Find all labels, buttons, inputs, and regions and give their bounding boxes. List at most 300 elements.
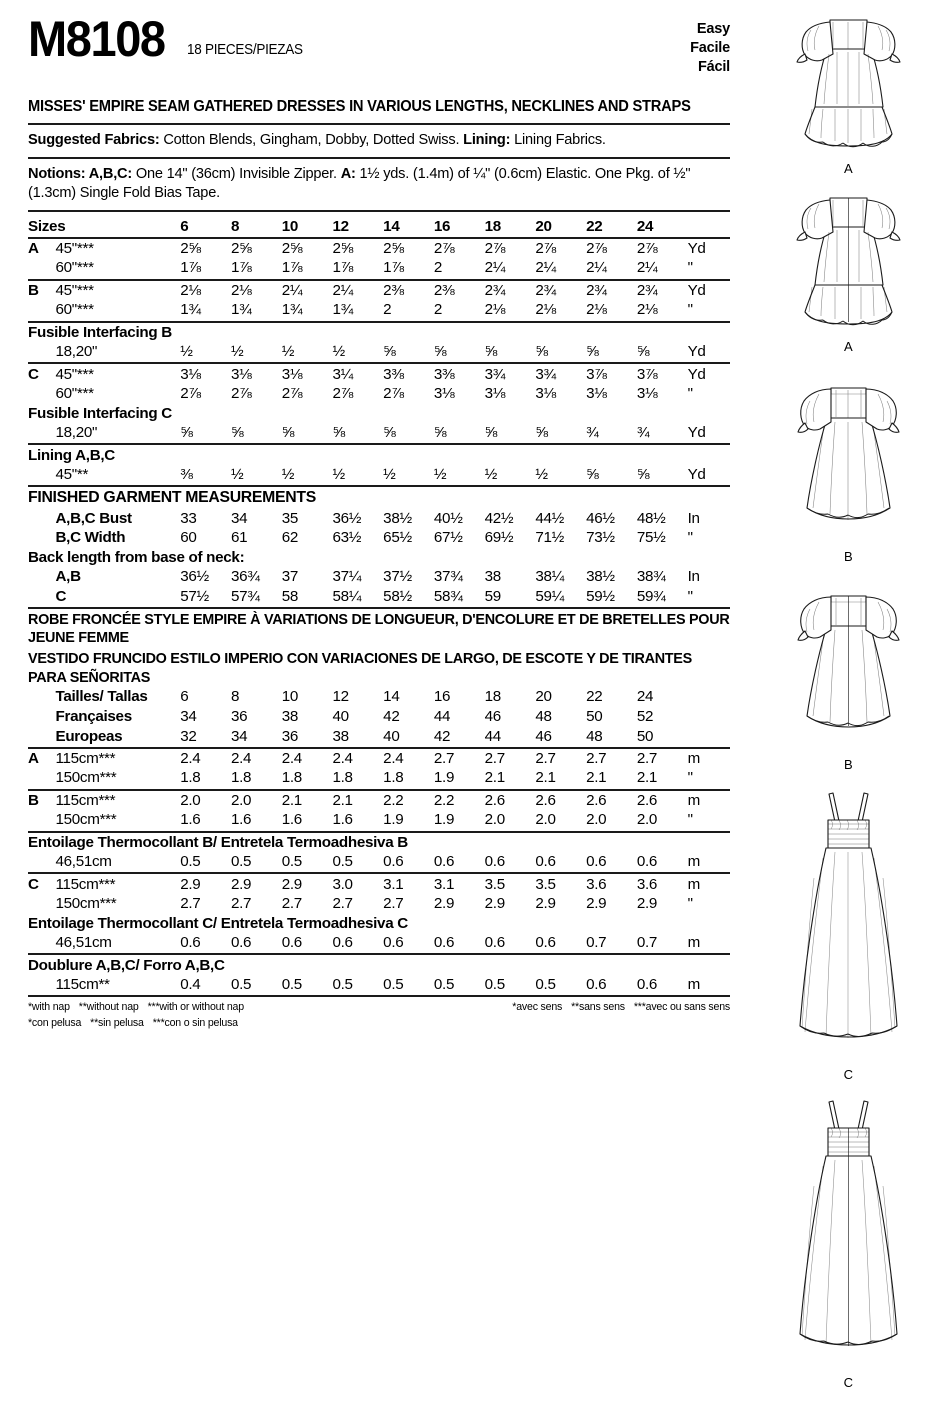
row-unit: [688, 707, 730, 727]
table-section-header: [28, 322, 730, 343]
cell-value: 3¾: [484, 365, 506, 383]
cell-value: 2.0: [535, 810, 586, 831]
table-row: [28, 748, 730, 769]
cell-value: 2.1: [637, 768, 688, 789]
cell-value: 3⅛: [180, 365, 201, 383]
header-size: 10: [282, 216, 333, 237]
row-unit: m: [688, 852, 730, 873]
difficulty-fr: Facile: [690, 40, 730, 57]
difficulty-rating: [690, 20, 730, 77]
row-unit: [688, 687, 730, 707]
row-unit: ": [687, 895, 693, 913]
cell-value: 37¼: [332, 568, 362, 586]
cell-value: 0.6: [434, 933, 485, 954]
view-letter: [28, 587, 55, 608]
table-row: [28, 707, 730, 727]
row-label: 60"***: [55, 385, 94, 403]
cell-value: 2⅛: [230, 281, 252, 299]
row-label: 46,51cm: [55, 933, 180, 954]
view-letter: C: [28, 875, 39, 893]
view-letter: B: [28, 791, 39, 809]
dress-c-front-drawing: [767, 788, 930, 1066]
cell-value: 2.0: [586, 810, 637, 831]
cell-value: 2⅛: [535, 300, 586, 321]
header-size: 16: [434, 216, 485, 237]
cell-value: 3⅞: [636, 365, 658, 383]
cell-value: ½: [231, 465, 282, 486]
garment-illustrations: [760, 10, 937, 1400]
cell-value: 42: [434, 726, 485, 747]
table-row: [28, 384, 730, 404]
cell-value: 2.7: [535, 749, 556, 767]
cell-value: ⅝: [485, 423, 536, 444]
cell-value: 48: [586, 726, 637, 747]
cell-value: 0.5: [282, 852, 333, 873]
cell-value: 0.7: [586, 933, 637, 954]
cell-value: 2⅜: [383, 281, 404, 299]
cell-value: 2.9: [535, 895, 556, 913]
cell-value: 44: [433, 708, 451, 725]
cell-value: 2⅞: [383, 385, 404, 403]
cell-value: 0.6: [485, 852, 536, 873]
cell-value: ⅝: [282, 423, 333, 444]
row-label: 18,20": [55, 423, 180, 444]
divider: [28, 210, 730, 212]
notions-view-a-label: A:: [340, 165, 356, 183]
row-unit: Yd: [688, 465, 730, 486]
header-size: 24: [637, 216, 688, 237]
cell-value: 1.6: [332, 810, 383, 831]
lining-label: Lining:: [463, 130, 511, 148]
cell-value: 33: [180, 509, 197, 527]
cell-value: 2⅞: [281, 385, 303, 403]
cell-value: 46½: [586, 509, 615, 527]
cell-value: 3⅛: [281, 365, 303, 383]
table-row: [28, 342, 730, 363]
cell-value: 2¾: [484, 281, 506, 299]
cell-value: 0.6: [282, 933, 333, 954]
cell-value: 0.6: [434, 852, 485, 873]
cell-value: 0.6: [586, 852, 637, 873]
cell-value: 3⅛: [484, 385, 506, 403]
row-unit: Yd: [687, 239, 706, 257]
cell-value: 3⅛: [586, 385, 607, 403]
view-letter: [28, 465, 55, 486]
information-column: [28, 11, 730, 1032]
view-letter: [28, 726, 55, 747]
table-section-header: [28, 954, 730, 975]
row-label: 115cm***: [55, 749, 116, 767]
cell-value: ½: [180, 342, 231, 363]
row-label: 150cm***: [55, 810, 180, 831]
footnotes-right: [503, 1000, 730, 1016]
section-header-text: Doublure A,B,C/ Forro A,B,C: [28, 956, 225, 974]
cell-value: 1⅞: [282, 258, 333, 279]
cell-value: 0.5: [434, 975, 485, 996]
footnote-pelusa-1: *con pelusa: [28, 1017, 82, 1030]
cell-value: 2.0: [637, 810, 688, 831]
row-label: 45"***: [55, 365, 94, 383]
table-row: [28, 975, 730, 996]
row-label: 115cm***: [55, 875, 116, 893]
cell-value: 0.7: [637, 933, 688, 954]
table-row: [28, 567, 730, 587]
notions-text-1: One 14" (36cm) Invisible Zipper.: [132, 165, 341, 183]
cell-value: 40: [383, 726, 434, 747]
cell-value: 2.9: [230, 875, 252, 893]
cell-value: 36: [230, 708, 248, 725]
imperial-yardage-table: [28, 216, 730, 487]
divider: [28, 157, 730, 159]
cell-value: 42½: [484, 509, 514, 527]
cell-value: 1¾: [231, 300, 282, 321]
cell-value: 12: [332, 688, 349, 706]
illustration-label: C: [843, 1375, 854, 1390]
cell-value: 2¼: [485, 258, 536, 279]
cell-value: ⅝: [485, 342, 536, 363]
row-unit: ": [688, 258, 730, 279]
view-letter: [28, 300, 55, 321]
cell-value: 50: [586, 708, 603, 725]
row-label: 45"***: [55, 281, 94, 299]
cell-value: 2.7: [281, 895, 302, 913]
cell-value: ⅝: [586, 342, 637, 363]
cell-value: ⅝: [180, 423, 231, 444]
row-label: B,C Width: [55, 529, 126, 547]
cell-value: 44: [485, 726, 536, 747]
view-letter: [28, 258, 55, 279]
table-row: [28, 933, 730, 954]
view-letter: [28, 707, 55, 727]
cell-value: 3¼: [332, 365, 353, 383]
cell-value: 2.9: [586, 895, 607, 913]
table-row: [28, 363, 730, 384]
table-row: [28, 528, 730, 548]
row-unit: [688, 726, 730, 747]
cell-value: 38¼: [535, 568, 565, 586]
row-label: 150cm***: [55, 895, 117, 913]
view-letter: [28, 852, 55, 873]
cell-value: 2.7: [433, 749, 455, 767]
cell-value: 0.6: [637, 975, 688, 996]
cell-value: 38: [484, 568, 501, 586]
table-row: [28, 258, 730, 279]
cell-value: 57¾: [231, 587, 282, 608]
cell-value: 2.7: [636, 749, 658, 767]
illustration-label: A: [844, 339, 853, 354]
row-unit: m: [688, 975, 730, 996]
cell-value: 2.9: [636, 895, 658, 913]
view-letter: [28, 508, 55, 528]
view-letter: [28, 687, 55, 707]
cell-value: 1⅞: [332, 258, 383, 279]
cell-value: 2¼: [586, 258, 637, 279]
cell-value: 2.1: [485, 768, 536, 789]
cell-value: ⅝: [434, 342, 485, 363]
cell-value: 1.8: [231, 768, 282, 789]
cell-value: 1¾: [332, 300, 383, 321]
section-header-text: Entoilage Thermocollant C/ Entretela Termoadhesiva C: [28, 914, 408, 932]
cell-value: ¾: [586, 423, 637, 444]
cell-value: 2¾: [636, 281, 658, 299]
section-header-text: Fusible Interfacing C: [28, 404, 172, 422]
cell-value: 1.6: [231, 810, 282, 831]
row-label: 115cm***: [55, 791, 116, 809]
cell-value: 57½: [180, 587, 231, 608]
cell-value: 2¾: [586, 281, 607, 299]
dress-c-back-drawing: [767, 1096, 930, 1374]
header-size: 6: [180, 216, 231, 237]
cell-value: 48: [535, 708, 552, 725]
cell-value: 3⅞: [586, 365, 607, 383]
footnotes: [28, 997, 730, 1032]
cell-value: 1⅞: [383, 258, 434, 279]
finished-measurements-table: [28, 508, 730, 609]
cell-value: 0.5: [332, 852, 383, 873]
cell-value: 35: [281, 509, 298, 527]
cell-value: 46: [484, 708, 501, 725]
footnote-nap-2: **without nap: [78, 1001, 139, 1014]
dress-a-back-drawing: [767, 188, 930, 338]
cell-value: 24: [636, 688, 654, 706]
cell-value: 2⅛: [180, 281, 201, 299]
suggested-fabrics-text: Cotton Blends, Gingham, Dobby, Dotted Swiss.: [159, 130, 464, 148]
cell-value: 2.6: [636, 791, 658, 809]
cell-value: 1¾: [180, 300, 231, 321]
cell-value: 0.6: [637, 852, 688, 873]
cell-value: 2.9: [433, 895, 455, 913]
cell-value: 48½: [636, 509, 666, 527]
cell-value: 3.1: [383, 875, 404, 893]
cell-value: 2.7: [383, 895, 404, 913]
table-row: [28, 423, 730, 444]
view-letter: [28, 933, 55, 954]
cell-value: 65½: [383, 529, 412, 547]
row-unit: ": [688, 810, 730, 831]
row-label: 115cm**: [55, 975, 180, 996]
notions-text-2: 1½ yds. (1.4m) of ¼" (0.6cm) Elastic. One Pkg. of ½" (1.3cm) Single Fold Bias Tape.: [28, 165, 691, 202]
cell-value: 3⅜: [383, 365, 404, 383]
cell-value: 2.1: [281, 791, 302, 809]
cell-value: 38½: [383, 509, 412, 527]
cell-value: 58½: [383, 587, 434, 608]
cell-value: 2.6: [535, 791, 556, 809]
cell-value: 3⅜: [433, 365, 455, 383]
cell-value: 75½: [636, 529, 666, 547]
difficulty-en: Easy: [696, 21, 730, 37]
metric-yardage-table: [28, 687, 730, 997]
cell-value: 36½: [180, 568, 209, 586]
illustration-c-front: [760, 788, 937, 1082]
table-row: [28, 790, 730, 811]
row-unit: Yd: [687, 281, 706, 299]
cell-value: 3.0: [332, 875, 353, 893]
header: [28, 11, 730, 96]
footnote-sens-3: ***avec ou sans sens: [633, 1001, 730, 1014]
cell-value: 36: [282, 726, 333, 747]
cell-value: 38¾: [636, 568, 666, 586]
page-title: MISSES' EMPIRE SEAM GATHERED DRESSES IN VARIOUS LENGTHS, NECKLINES AND STRAPS: [28, 98, 691, 115]
view-letter: [28, 810, 55, 831]
cell-value: 1⅞: [180, 258, 231, 279]
table-row: [28, 300, 730, 321]
lining-text: Lining Fabrics.: [510, 130, 606, 148]
row-label: Europeas: [55, 726, 180, 747]
cell-value: 0.6: [535, 933, 586, 954]
row-unit: Yd: [688, 423, 730, 444]
row-label: Françaises: [55, 708, 132, 725]
illustration-label: C: [843, 1067, 854, 1082]
cell-value: 2⅜: [433, 281, 455, 299]
cell-value: 61: [230, 529, 248, 547]
cell-value: ⅝: [637, 342, 688, 363]
cell-value: ⅝: [586, 465, 637, 486]
cell-value: 2⅝: [230, 239, 252, 257]
cell-value: ⅝: [637, 465, 688, 486]
cell-value: 3.5: [535, 875, 556, 893]
cell-value: 71½: [535, 529, 565, 547]
cell-value: 2.6: [586, 791, 607, 809]
cell-value: 50: [637, 726, 688, 747]
row-unit: m: [687, 749, 700, 767]
footnote-nap-1: *with nap: [28, 1001, 70, 1014]
row-unit: ": [687, 529, 693, 547]
cell-value: 2⅝: [383, 239, 404, 257]
cell-value: 0.6: [535, 852, 586, 873]
cell-value: 2⅞: [332, 385, 353, 403]
row-label: 60"***: [55, 300, 180, 321]
section-header-text: Fusible Interfacing B: [28, 323, 172, 341]
cell-value: 2⅛: [637, 300, 688, 321]
cell-value: 2.7: [180, 895, 201, 913]
table-row: [28, 508, 730, 528]
cell-value: 38½: [586, 568, 615, 586]
cell-value: 0.5: [231, 975, 282, 996]
cell-value: 1.6: [180, 810, 231, 831]
cell-value: 2⅞: [636, 239, 658, 257]
cell-value: 1.9: [434, 810, 485, 831]
cell-value: 2¼: [281, 281, 303, 299]
footnote-pelusa-2: **sin pelusa: [90, 1017, 144, 1030]
table-row: [28, 726, 730, 747]
cell-value: 67½: [433, 529, 463, 547]
table-row: [28, 687, 730, 707]
row-unit: Yd: [687, 365, 706, 383]
cell-value: 58: [282, 587, 333, 608]
cell-value: 59¾: [637, 587, 688, 608]
cell-value: ⅝: [535, 342, 586, 363]
view-letter: B: [28, 281, 39, 299]
piece-count: 18 PIECES/PIEZAS: [187, 41, 304, 58]
cell-value: 6: [180, 688, 189, 706]
row-unit: m: [687, 875, 700, 893]
cell-value: 0.5: [485, 975, 536, 996]
cell-value: 0.6: [231, 933, 282, 954]
title-spanish: VESTIDO FRUNCIDO ESTILO IMPERIO CON VARIACIONES DE LARGO, DE ESCOTE Y DE TIRANTES PARA SEÑORITAS: [28, 650, 692, 686]
cell-value: 16: [433, 688, 451, 706]
view-letter: A: [28, 239, 39, 257]
cell-value: 0.5: [231, 852, 282, 873]
view-letter: [28, 975, 55, 996]
cell-value: 62: [281, 529, 298, 547]
illustration-label: B: [844, 549, 853, 564]
row-label: 45"**: [55, 465, 180, 486]
header-size: 12: [332, 216, 383, 237]
cell-value: ¾: [637, 423, 688, 444]
row-unit: ": [688, 587, 730, 608]
cell-value: 1.6: [282, 810, 333, 831]
cell-value: ½: [282, 465, 333, 486]
cell-value: ½: [332, 465, 383, 486]
row-label: 45"***: [55, 239, 94, 257]
row-unit: m: [688, 933, 730, 954]
cell-value: ½: [231, 342, 282, 363]
footnote-line-fr: [503, 1000, 730, 1016]
cell-value: 2.1: [535, 768, 586, 789]
cell-value: 14: [383, 688, 400, 706]
cell-value: 2¼: [332, 281, 353, 299]
cell-value: 37½: [383, 568, 412, 586]
cell-value: 2.7: [586, 749, 607, 767]
view-letter: [28, 894, 55, 914]
table-section-header: [28, 832, 730, 853]
cell-value: 0.5: [383, 975, 434, 996]
cell-value: 3.1: [433, 875, 455, 893]
cell-value: 0.6: [383, 852, 434, 873]
row-unit: Yd: [688, 342, 730, 363]
cell-value: 2⅛: [586, 300, 637, 321]
cell-value: 0.6: [180, 933, 231, 954]
cell-value: 2.0: [180, 791, 201, 809]
dress-a-front-drawing: [767, 10, 930, 160]
cell-value: 37: [281, 568, 298, 586]
illustration-a-back: [760, 188, 937, 354]
header-size: 18: [485, 216, 536, 237]
illustration-b-front: [760, 368, 937, 564]
suggested-fabrics-label: Suggested Fabrics:: [28, 130, 160, 148]
cell-value: ⅜: [180, 465, 231, 486]
cell-value: 2.9: [484, 895, 505, 913]
row-unit: m: [687, 791, 700, 809]
cell-value: 10: [281, 688, 298, 706]
view-letter: [28, 567, 55, 587]
footnote-sens-2: **sans sens: [571, 1001, 625, 1014]
table-section-header: [28, 444, 730, 465]
cell-value: 0.5: [180, 852, 231, 873]
view-letter: [28, 423, 55, 444]
illustration-label: A: [844, 161, 853, 176]
cell-value: 2.2: [433, 791, 455, 809]
cell-value: 59¼: [535, 587, 586, 608]
cell-value: 2.2: [383, 791, 404, 809]
cell-value: 2⅞: [484, 239, 506, 257]
row-label: 46,51cm: [55, 852, 180, 873]
cell-value: ⅝: [383, 423, 434, 444]
cell-value: 38: [332, 726, 383, 747]
illustration-b-back: [760, 576, 937, 772]
view-letter: [28, 528, 55, 548]
cell-value: 1.9: [383, 810, 434, 831]
row-label: A,B: [55, 568, 81, 586]
cell-value: 3⅛: [230, 365, 252, 383]
cell-value: 1.8: [180, 768, 231, 789]
dress-b-back-drawing: [767, 576, 930, 756]
cell-value: 2¼: [535, 258, 586, 279]
cell-value: 2: [383, 300, 434, 321]
table-row: [28, 894, 730, 914]
header-size: 22: [586, 216, 637, 237]
row-label: 60"***: [55, 258, 180, 279]
